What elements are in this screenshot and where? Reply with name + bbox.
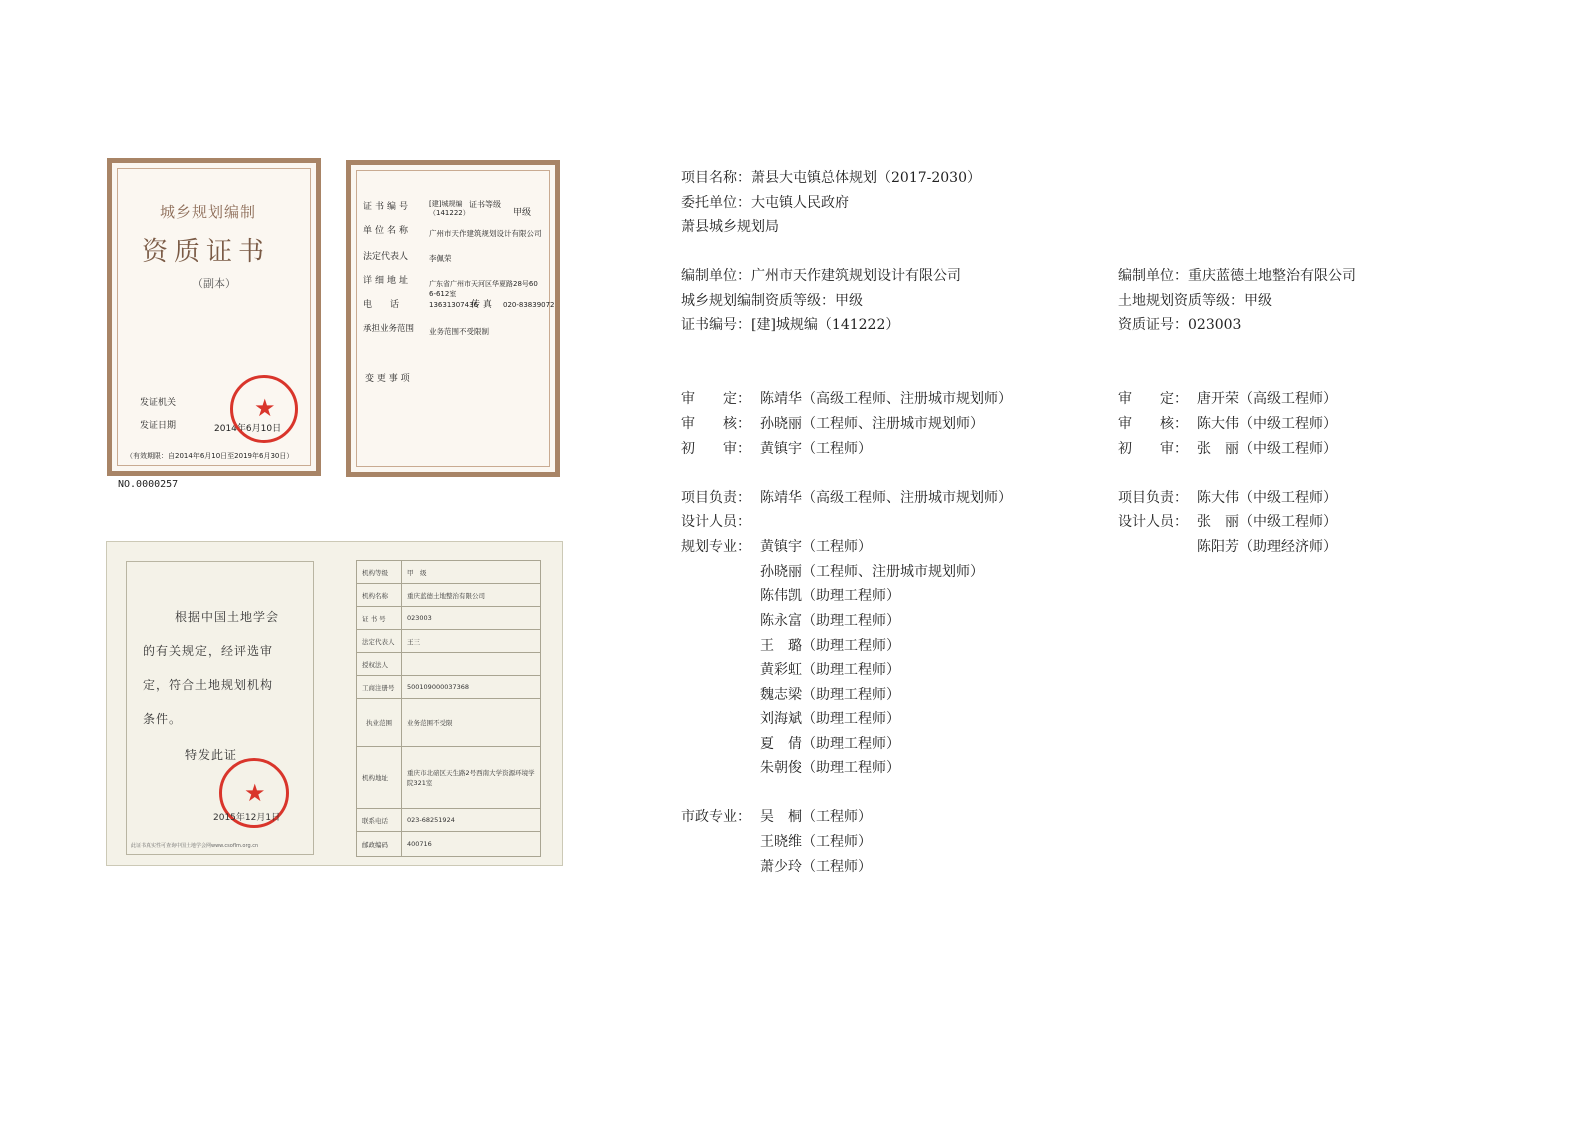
table-label: 授权法人 (357, 653, 402, 676)
left-approve-label: 审 定： (681, 391, 751, 407)
scope-label: 承担业务范围 (363, 324, 415, 334)
left-planning-label: 规划专业： (681, 539, 751, 555)
addr-value-1: 广东省广州市天河区华夏路28号60 (429, 280, 538, 288)
planning-member: 王 璐（助理工程师） (760, 638, 900, 654)
table-label: 联系电话 (357, 809, 402, 832)
tel-label: 电 话 (363, 300, 400, 310)
right-review-label: 审 核： (1118, 416, 1188, 432)
right-approve: 唐开荣（高级工程师） (1197, 391, 1337, 407)
cert1-subtitle: （副本） (192, 277, 236, 290)
right-lead: 陈大伟（中级工程师） (1197, 490, 1337, 506)
municipal-member: 萧少玲（工程师） (760, 859, 872, 875)
unit-value: 广州市天作建筑规划设计有限公司 (429, 229, 542, 238)
cert2-line-3: 定，符合土地规划机构 (143, 678, 274, 692)
right-cert-no: 资质证号：023003 (1118, 317, 1242, 333)
table-value: 王三 (402, 630, 541, 653)
cert2-footer: 此证书真实性可查询中国土地学会网www.csoflm.org.cn (131, 843, 259, 849)
right-initial: 张 丽（中级工程师） (1197, 441, 1337, 457)
right-lead-label: 项目负责： (1118, 490, 1188, 506)
table-row (357, 747, 541, 809)
table-value: 甲 级 (402, 561, 541, 584)
planning-member: 黄镇宇（工程师） (760, 539, 872, 555)
cert2-special: 特发此证 (185, 748, 238, 762)
table-row (357, 676, 541, 699)
table-row (357, 607, 541, 630)
cert1-issue-date: 2014年6月10日 (214, 424, 282, 434)
planning-bureau: 萧县城乡规划局 (681, 219, 779, 235)
table-label: 证 书 号 (357, 607, 402, 630)
left-designers-label: 设计人员： (681, 514, 751, 530)
change-label: 变 更 事 项 (365, 374, 410, 384)
table-value: 023003 (402, 607, 541, 630)
star-icon: ★ (244, 779, 266, 807)
national-emblem-icon: ★ (254, 394, 276, 422)
table-label: 执业范围 (357, 699, 402, 747)
planning-member: 黄彩虹（助理工程师） (760, 662, 900, 678)
table-value: 500109000037368 (402, 676, 541, 699)
table-value: 业务范围不受限 (402, 699, 541, 747)
cert1-date-label: 发证日期 (140, 421, 177, 431)
left-lead-label: 项目负责： (681, 490, 751, 506)
cert2-left-panel (126, 561, 314, 855)
scope-value: 业务范围不受限制 (429, 327, 489, 336)
table-row (357, 653, 541, 676)
planning-member: 朱朝俊（助理工程师） (760, 760, 900, 776)
rep-value: 李佩荣 (429, 254, 452, 263)
fax-label: 传 真 (471, 300, 492, 310)
table-label: 邮政编码 (357, 832, 402, 857)
right-review: 陈大伟（中级工程师） (1197, 416, 1337, 432)
cert-no-label: 证书编号 (363, 202, 412, 212)
table-value: 400716 (402, 832, 541, 857)
cert2-line-1: 根据中国土地学会 (175, 610, 280, 624)
planning-member: 陈永富（助理工程师） (760, 613, 900, 629)
cert2-right-panel (356, 560, 541, 856)
right-initial-label: 初 审： (1118, 441, 1188, 457)
cert1-title-big: 资质证书 (142, 237, 271, 267)
cert1-serial-no: NO.0000257 (118, 479, 179, 490)
table-label: 工商注册号 (357, 676, 402, 699)
table-label: 机构地址 (357, 747, 402, 809)
left-unit: 编制单位：广州市天作建筑规划设计有限公司 (681, 268, 961, 284)
table-value (402, 653, 541, 676)
planning-member: 魏志梁（助理工程师） (760, 687, 900, 703)
table-row (357, 584, 541, 607)
addr-value-2: 6-612室 (429, 290, 457, 298)
table-row (357, 699, 541, 747)
cert1-official-seal (230, 375, 298, 443)
left-review-label: 审 核： (681, 416, 751, 432)
left-review: 孙晓丽（工程师、注册城市规划师） (760, 416, 984, 432)
planning-member: 刘海斌（助理工程师） (760, 711, 900, 727)
left-municipal-label: 市政专业： (681, 809, 751, 825)
table-label: 机构名称 (357, 584, 402, 607)
cert2-info-table (356, 560, 541, 857)
right-grade: 土地规划资质等级：甲级 (1118, 293, 1272, 309)
table-value: 重庆蓝德土地整治有限公司 (402, 584, 541, 607)
cert2 (106, 541, 563, 866)
table-value: 023-68251924 (402, 809, 541, 832)
right-designers-label: 设计人员： (1118, 514, 1188, 530)
table-row (357, 809, 541, 832)
project-name: 项目名称：萧县大屯镇总体规划（2017-2030） (681, 170, 981, 186)
left-approve: 陈靖华（高级工程师、注册城市规划师） (760, 391, 1012, 407)
cert1-right-page (346, 160, 560, 477)
cert1-title-small: 城乡规划编制 (160, 203, 257, 221)
cert2-line-2: 的有关规定，经评选审 (143, 644, 274, 658)
cert2-line-4: 条件。 (143, 712, 183, 726)
grade-value: 甲级 (513, 208, 532, 218)
left-lead: 陈靖华（高级工程师、注册城市规划师） (760, 490, 1012, 506)
cert1-left-page (107, 158, 321, 476)
municipal-member: 吴 桐（工程师） (760, 809, 872, 825)
right-designer: 张 丽（中级工程师） (1197, 514, 1337, 530)
right-designer: 陈阳芳（助理经济师） (1197, 539, 1337, 555)
planning-member: 夏 倩（助理工程师） (760, 736, 900, 752)
right-approve-label: 审 定： (1118, 391, 1188, 407)
cert1-issuer-label: 发证机关 (140, 398, 177, 408)
planning-member: 孙晓丽（工程师、注册城市规划师） (760, 564, 984, 580)
grade-label: 证书等级 (469, 200, 501, 209)
left-initial-label: 初 审： (681, 441, 751, 457)
client-unit: 委托单位：大屯镇人民政府 (681, 195, 849, 211)
cert-no-value: [建]城规编（141222） (429, 200, 470, 217)
planning-member: 陈伟凯（助理工程师） (760, 588, 900, 604)
table-label: 法定代表人 (357, 630, 402, 653)
unit-label: 单位名称 (363, 226, 412, 236)
addr-label: 详细地址 (363, 276, 412, 286)
left-grade: 城乡规划编制资质等级：甲级 (681, 293, 863, 309)
municipal-member: 王晓维（工程师） (760, 834, 872, 850)
rep-label: 法定代表人 (363, 252, 409, 262)
right-unit: 编制单位：重庆蓝德土地整治有限公司 (1118, 268, 1356, 284)
left-initial: 黄镇宇（工程师） (760, 441, 872, 457)
fax-value: 020-83839072 (503, 301, 555, 309)
table-label: 机构等级 (357, 561, 402, 584)
tel-value: 13631307436 (429, 301, 478, 309)
table-row (357, 630, 541, 653)
table-row (357, 832, 541, 857)
table-value: 重庆市北碚区天生路2号西南大学资源环境学院321室 (402, 747, 541, 809)
cert2-date: 2015年12月1日 (213, 813, 281, 823)
left-cert-no: 证书编号：[建]城规编（141222） (681, 317, 900, 333)
cert1-validity: （有效期限：自2014年6月10日至2019年6月30日） (126, 452, 294, 460)
table-row (357, 561, 541, 584)
